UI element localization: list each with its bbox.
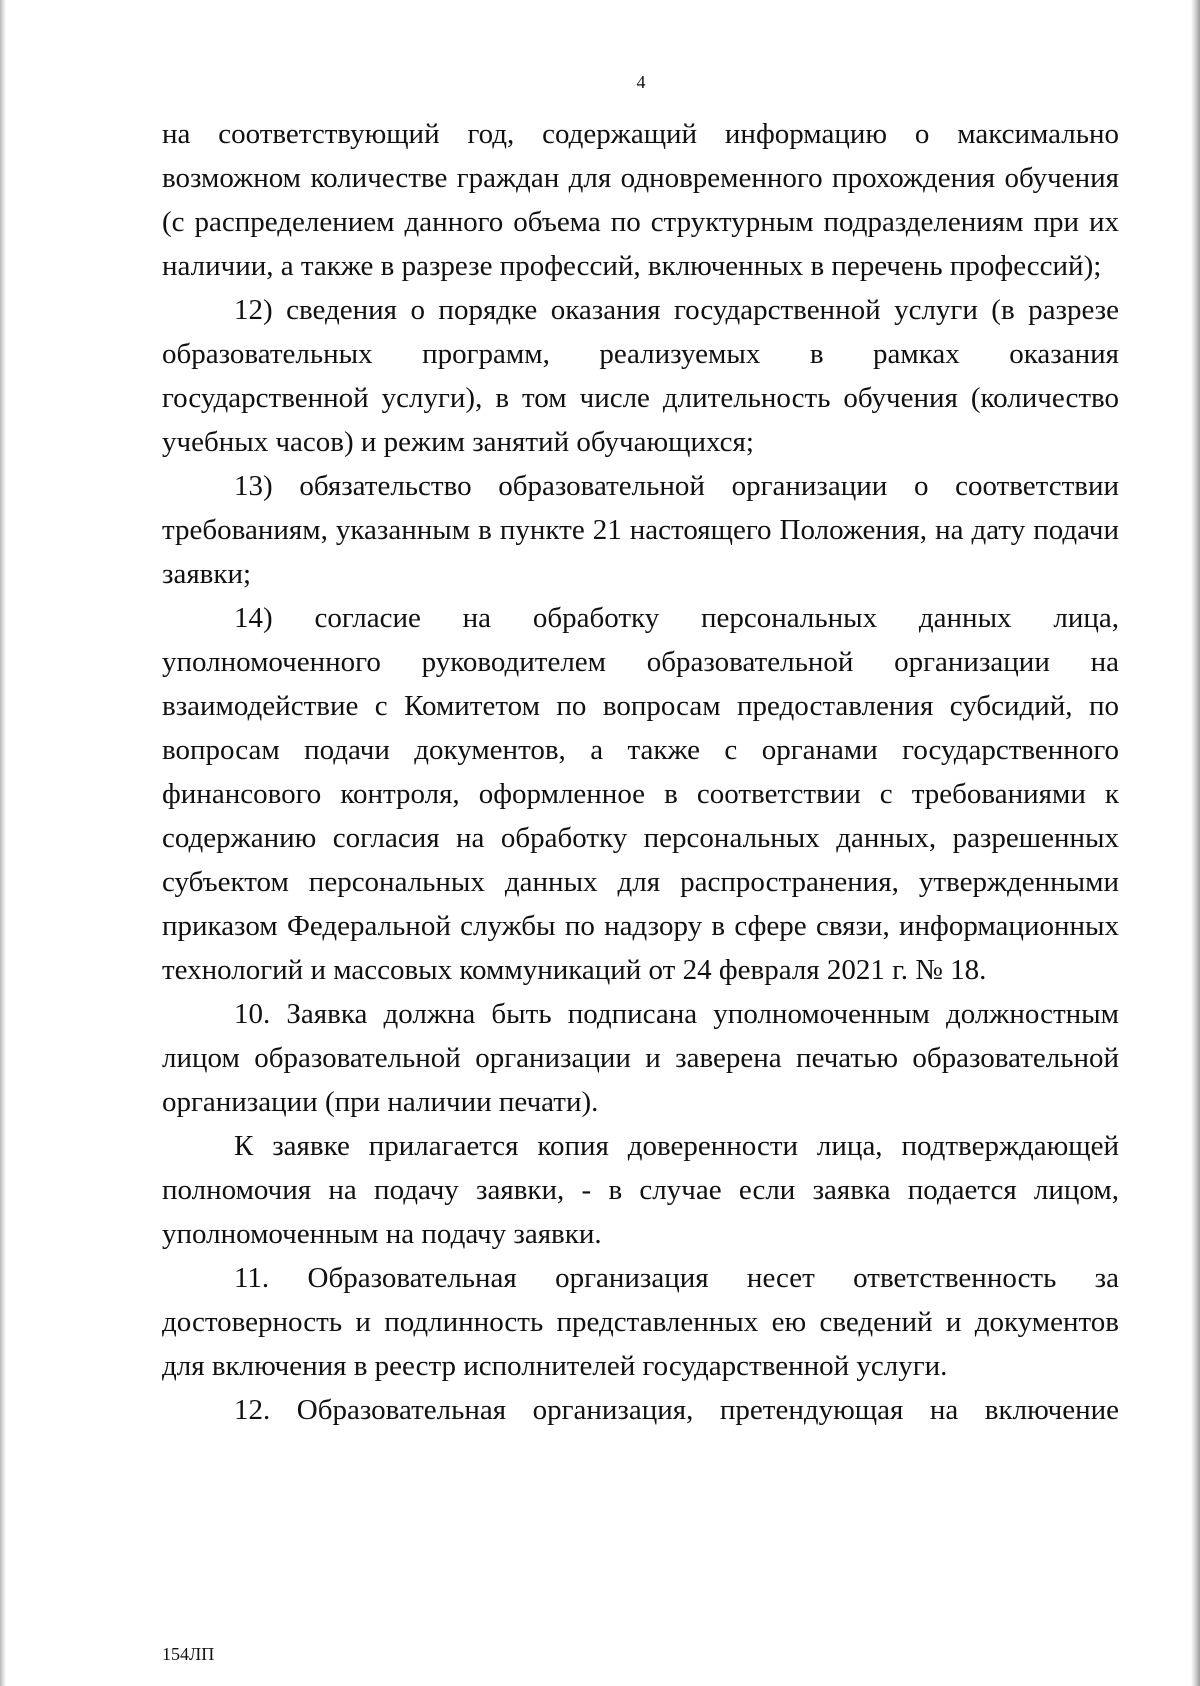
paragraph-clause-11: 11. Образовательная организация несет ответственность за достоверность и подлинность представленных ею сведений и документов для включения в реестр исполнителей государственной услуги. [162, 1262, 1119, 1382]
scan-edge-right [1191, 0, 1200, 1686]
footer-code: 154ЛП [162, 1644, 215, 1664]
page-number: 4 [636, 72, 646, 92]
paragraph-item-12: 12) сведения о порядке оказания государственной услуги (в разрезе образовательных программ, реализуемых в рамках оказания государственной услуги), в том числе длительность обучения (количество учебных часов) и режим занятий обучающихся; [162, 294, 1119, 458]
paragraph-continuation: на соответствующий год, содержащий информацию о максимально возможном количестве граждан для одновременного прохождения обучения (с распределением данного объема по структурным подразделениям при их наличии, а также в разрезе профессий, включенных в перечень профессий); [162, 118, 1119, 282]
paragraph-item-13: 13) обязательство образовательной организации о соответствии требованиям, указанным в пункте 21 настоящего Положения, на дату подачи заявки; [162, 470, 1119, 590]
paragraph-clause-12: 12. Образовательная организация, претендующая на включение [234, 1394, 1119, 1426]
paragraph-attachment: К заявке прилагается копия доверенности лица, подтверждающей полномочия на подачу заявки, - в случае если заявка подается лицом, уполномоченным на подачу заявки. [162, 1130, 1119, 1250]
scan-edge-left [0, 0, 6, 1686]
paragraph-item-14: 14) согласие на обработку персональных данных лица, уполномоченного руководителем образовательной организации на взаимодействие с Комитетом по вопросам предоставления субсидий, по вопросам подачи документов, а также с органами государственного финансового контроля, оформленное в соответствии с требованиями к содержанию согласия на обработку персональных данных, разрешенных субъектом персональных данных для распространения, утвержденными приказом Федеральной службы по надзору в сфере связи, информационных технологий и массовых коммуникаций от 24 февраля 2021 г. № 18. [162, 602, 1119, 986]
paragraph-clause-10: 10. Заявка должна быть подписана уполномоченным должностным лицом образовательной организации и заверена печатью образовательной организации (при наличии печати). [162, 998, 1119, 1118]
document-body [162, 112, 1119, 1432]
